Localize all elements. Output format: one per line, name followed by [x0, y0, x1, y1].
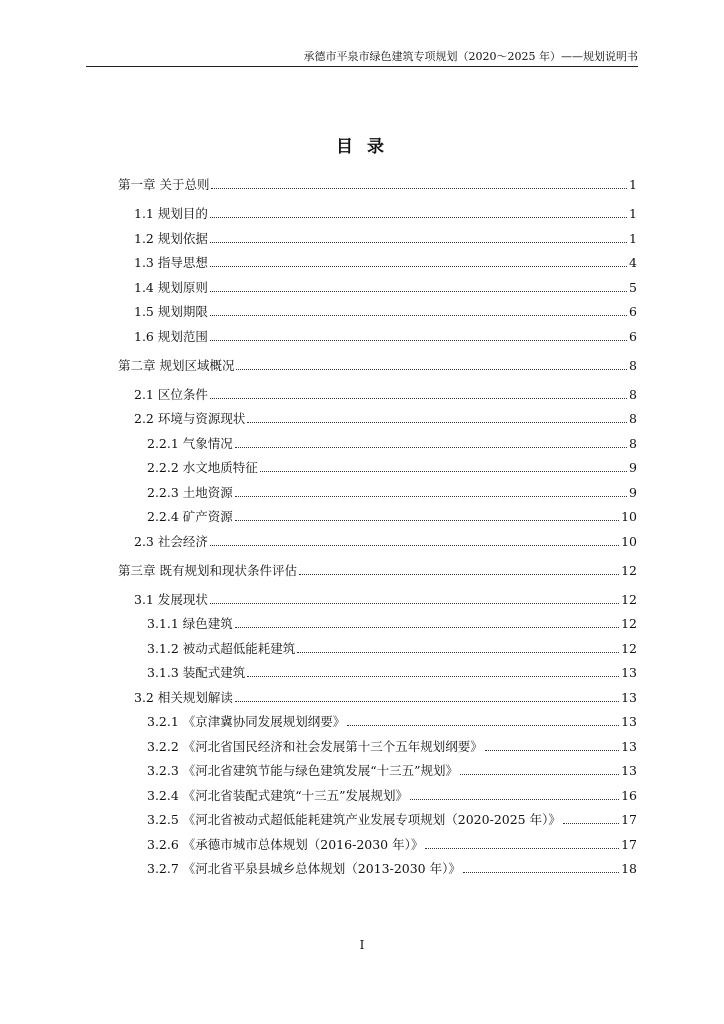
toc-dot-leader: [235, 446, 627, 448]
toc-dot-leader: [425, 847, 619, 849]
toc-page-number: 13: [621, 714, 637, 729]
toc-entry[interactable]: [147, 664, 637, 682]
toc-dot-leader: [299, 573, 619, 575]
toc-page-number: 9: [629, 460, 637, 475]
toc-dot-leader: [210, 339, 627, 341]
toc-page-number: 17: [621, 837, 637, 852]
toc-entry[interactable]: [147, 484, 637, 502]
toc-entry[interactable]: [134, 533, 637, 551]
toc-page-number: 8: [629, 387, 637, 402]
toc-dot-leader: [485, 749, 619, 751]
toc-page-number: 12: [621, 592, 637, 607]
toc-entry[interactable]: [134, 205, 637, 223]
toc-dot-leader: [210, 265, 627, 267]
toc-entry-label: 3.1.3 装配式建筑: [147, 665, 246, 680]
toc-entry[interactable]: [134, 591, 637, 609]
toc-entry-label: 2.2 环境与资源现状: [134, 411, 246, 426]
page-title: 目 录: [336, 137, 388, 157]
toc-dot-leader: [347, 724, 619, 726]
toc-entry[interactable]: [147, 640, 637, 658]
toc-page-number: 4: [629, 255, 637, 270]
toc-entry-label: 3.2.5 《河北省被动式超低能耗建筑产业发展专项规划（2020-2025 年）》: [147, 812, 561, 827]
toc-page-number: 10: [621, 509, 637, 524]
toc-entry-label: 第一章 关于总则: [118, 177, 210, 192]
toc-entry-label: 3.1.2 被动式超低能耗建筑: [147, 641, 296, 656]
toc-page-number: 8: [629, 436, 637, 451]
toc-entry[interactable]: [147, 860, 637, 878]
toc-entry[interactable]: [118, 357, 637, 375]
toc-page-number: 12: [621, 616, 637, 631]
toc-page-number: 9: [629, 485, 637, 500]
toc-entry[interactable]: [134, 254, 637, 272]
toc-entry-label: 2.2.2 水文地质特征: [147, 460, 258, 475]
toc-entry[interactable]: [134, 689, 637, 707]
toc-page-number: 12: [621, 563, 637, 578]
toc-dot-leader: [235, 626, 619, 628]
toc-dot-leader: [210, 397, 627, 399]
toc-entry-label: 3.2 相关规划解读: [134, 690, 233, 705]
toc-dot-leader: [247, 421, 627, 423]
running-header: [86, 48, 638, 67]
toc-entry-label: 3.1.1 绿色建筑: [147, 616, 233, 631]
toc-dot-leader: [210, 290, 627, 292]
toc-page-number: 8: [629, 411, 637, 426]
toc-dot-leader: [463, 871, 619, 873]
toc-dot-leader: [211, 187, 627, 189]
toc-dot-leader: [235, 495, 627, 497]
toc-dot-leader: [260, 470, 627, 472]
toc-page-number: 13: [621, 739, 637, 754]
toc-dot-leader: [210, 216, 627, 218]
toc-entry[interactable]: [134, 410, 637, 428]
page-number: I: [359, 938, 365, 952]
toc-dot-leader: [410, 798, 619, 800]
toc-entry-label: 1.5 规划期限: [134, 304, 208, 319]
toc-page-number: 1: [629, 231, 637, 246]
toc-dot-leader: [210, 314, 627, 316]
toc-page-number: 18: [621, 861, 637, 876]
toc-entry-label: 1.2 规划依据: [134, 231, 208, 246]
toc-entry[interactable]: [147, 738, 637, 756]
toc-entry[interactable]: [134, 386, 637, 404]
toc-page-number: 1: [629, 177, 637, 192]
toc-entry[interactable]: [147, 836, 637, 854]
toc-entry[interactable]: [118, 562, 637, 580]
toc-entry-label: 2.2.1 气象情况: [147, 436, 233, 451]
toc-dot-leader: [235, 519, 619, 521]
toc-entry[interactable]: [147, 615, 637, 633]
toc-page-number: 13: [621, 665, 637, 680]
toc-page-number: 5: [629, 280, 637, 295]
toc-page-number: 6: [629, 304, 637, 319]
toc-entry-label: 1.6 规划范围: [134, 329, 208, 344]
toc-entry-label: 2.3 社会经济: [134, 534, 208, 549]
toc-page-number: 13: [621, 690, 637, 705]
toc-dot-leader: [563, 822, 619, 824]
toc-entry[interactable]: [134, 279, 637, 297]
toc-entry[interactable]: [147, 435, 637, 453]
toc-entry-label: 3.2.2 《河北省国民经济和社会发展第十三个五年规划纲要》: [147, 739, 483, 754]
toc-entry[interactable]: [147, 713, 637, 731]
toc-entry-label: 第三章 既有规划和现状条件评估: [118, 563, 297, 578]
toc-page-number: 12: [621, 641, 637, 656]
toc-entry[interactable]: [134, 230, 637, 248]
toc-entry[interactable]: [147, 459, 637, 477]
toc-dot-leader: [460, 773, 619, 775]
toc-entry[interactable]: [147, 787, 637, 805]
toc-dot-leader: [247, 675, 619, 677]
toc-page-number: 16: [621, 788, 637, 803]
toc-entry-label: 第二章 规划区域概况: [118, 358, 235, 373]
running-header-text: 承德市平泉市绿色建筑专项规划（2020～2025 年）——规划说明书: [303, 50, 638, 63]
toc-page-number: 10: [621, 534, 637, 549]
toc-page-number: 1: [629, 206, 637, 221]
toc-dot-leader: [235, 700, 619, 702]
toc-dot-leader: [297, 651, 619, 653]
toc-entry-label: 3.1 发展现状: [134, 592, 208, 607]
toc-page-number: 13: [621, 763, 637, 778]
toc-entry[interactable]: [134, 328, 637, 346]
toc-dot-leader: [210, 602, 619, 604]
toc-entry-label: 2.2.3 土地资源: [147, 485, 233, 500]
toc-entry-label: 1.4 规划原则: [134, 280, 208, 295]
toc-page-number: 6: [629, 329, 637, 344]
toc-entry[interactable]: [147, 762, 637, 780]
toc-entry[interactable]: [134, 303, 637, 321]
toc-dot-leader: [210, 241, 627, 243]
toc-page-number: 8: [629, 358, 637, 373]
toc-entry[interactable]: [147, 811, 637, 829]
toc-dot-leader: [210, 544, 619, 546]
toc-entry[interactable]: [118, 176, 637, 194]
toc-entry-label: 1.1 规划目的: [134, 206, 208, 221]
toc-entry-label: 3.2.6 《承德市城市总体规划（2016-2030 年）》: [147, 837, 424, 852]
toc-entry-label: 1.3 指导思想: [134, 255, 208, 270]
toc-entry-label: 3.2.7 《河北省平泉县城乡总体规划（2013-2030 年）》: [147, 861, 461, 876]
toc-entry-label: 2.1 区位条件: [134, 387, 208, 402]
toc-page-number: 17: [621, 812, 637, 827]
toc-entry-label: 3.2.3 《河北省建筑节能与绿色建筑发展“十三五”规划》: [147, 763, 459, 778]
toc-dot-leader: [236, 368, 627, 370]
toc-entry-label: 2.2.4 矿产资源: [147, 509, 233, 524]
toc-entry[interactable]: [147, 508, 637, 526]
toc-entry-label: 3.2.4 《河北省装配式建筑“十三五”发展规划》: [147, 788, 409, 803]
toc-entry-label: 3.2.1 《京津冀协同发展规划纲要》: [147, 714, 346, 729]
